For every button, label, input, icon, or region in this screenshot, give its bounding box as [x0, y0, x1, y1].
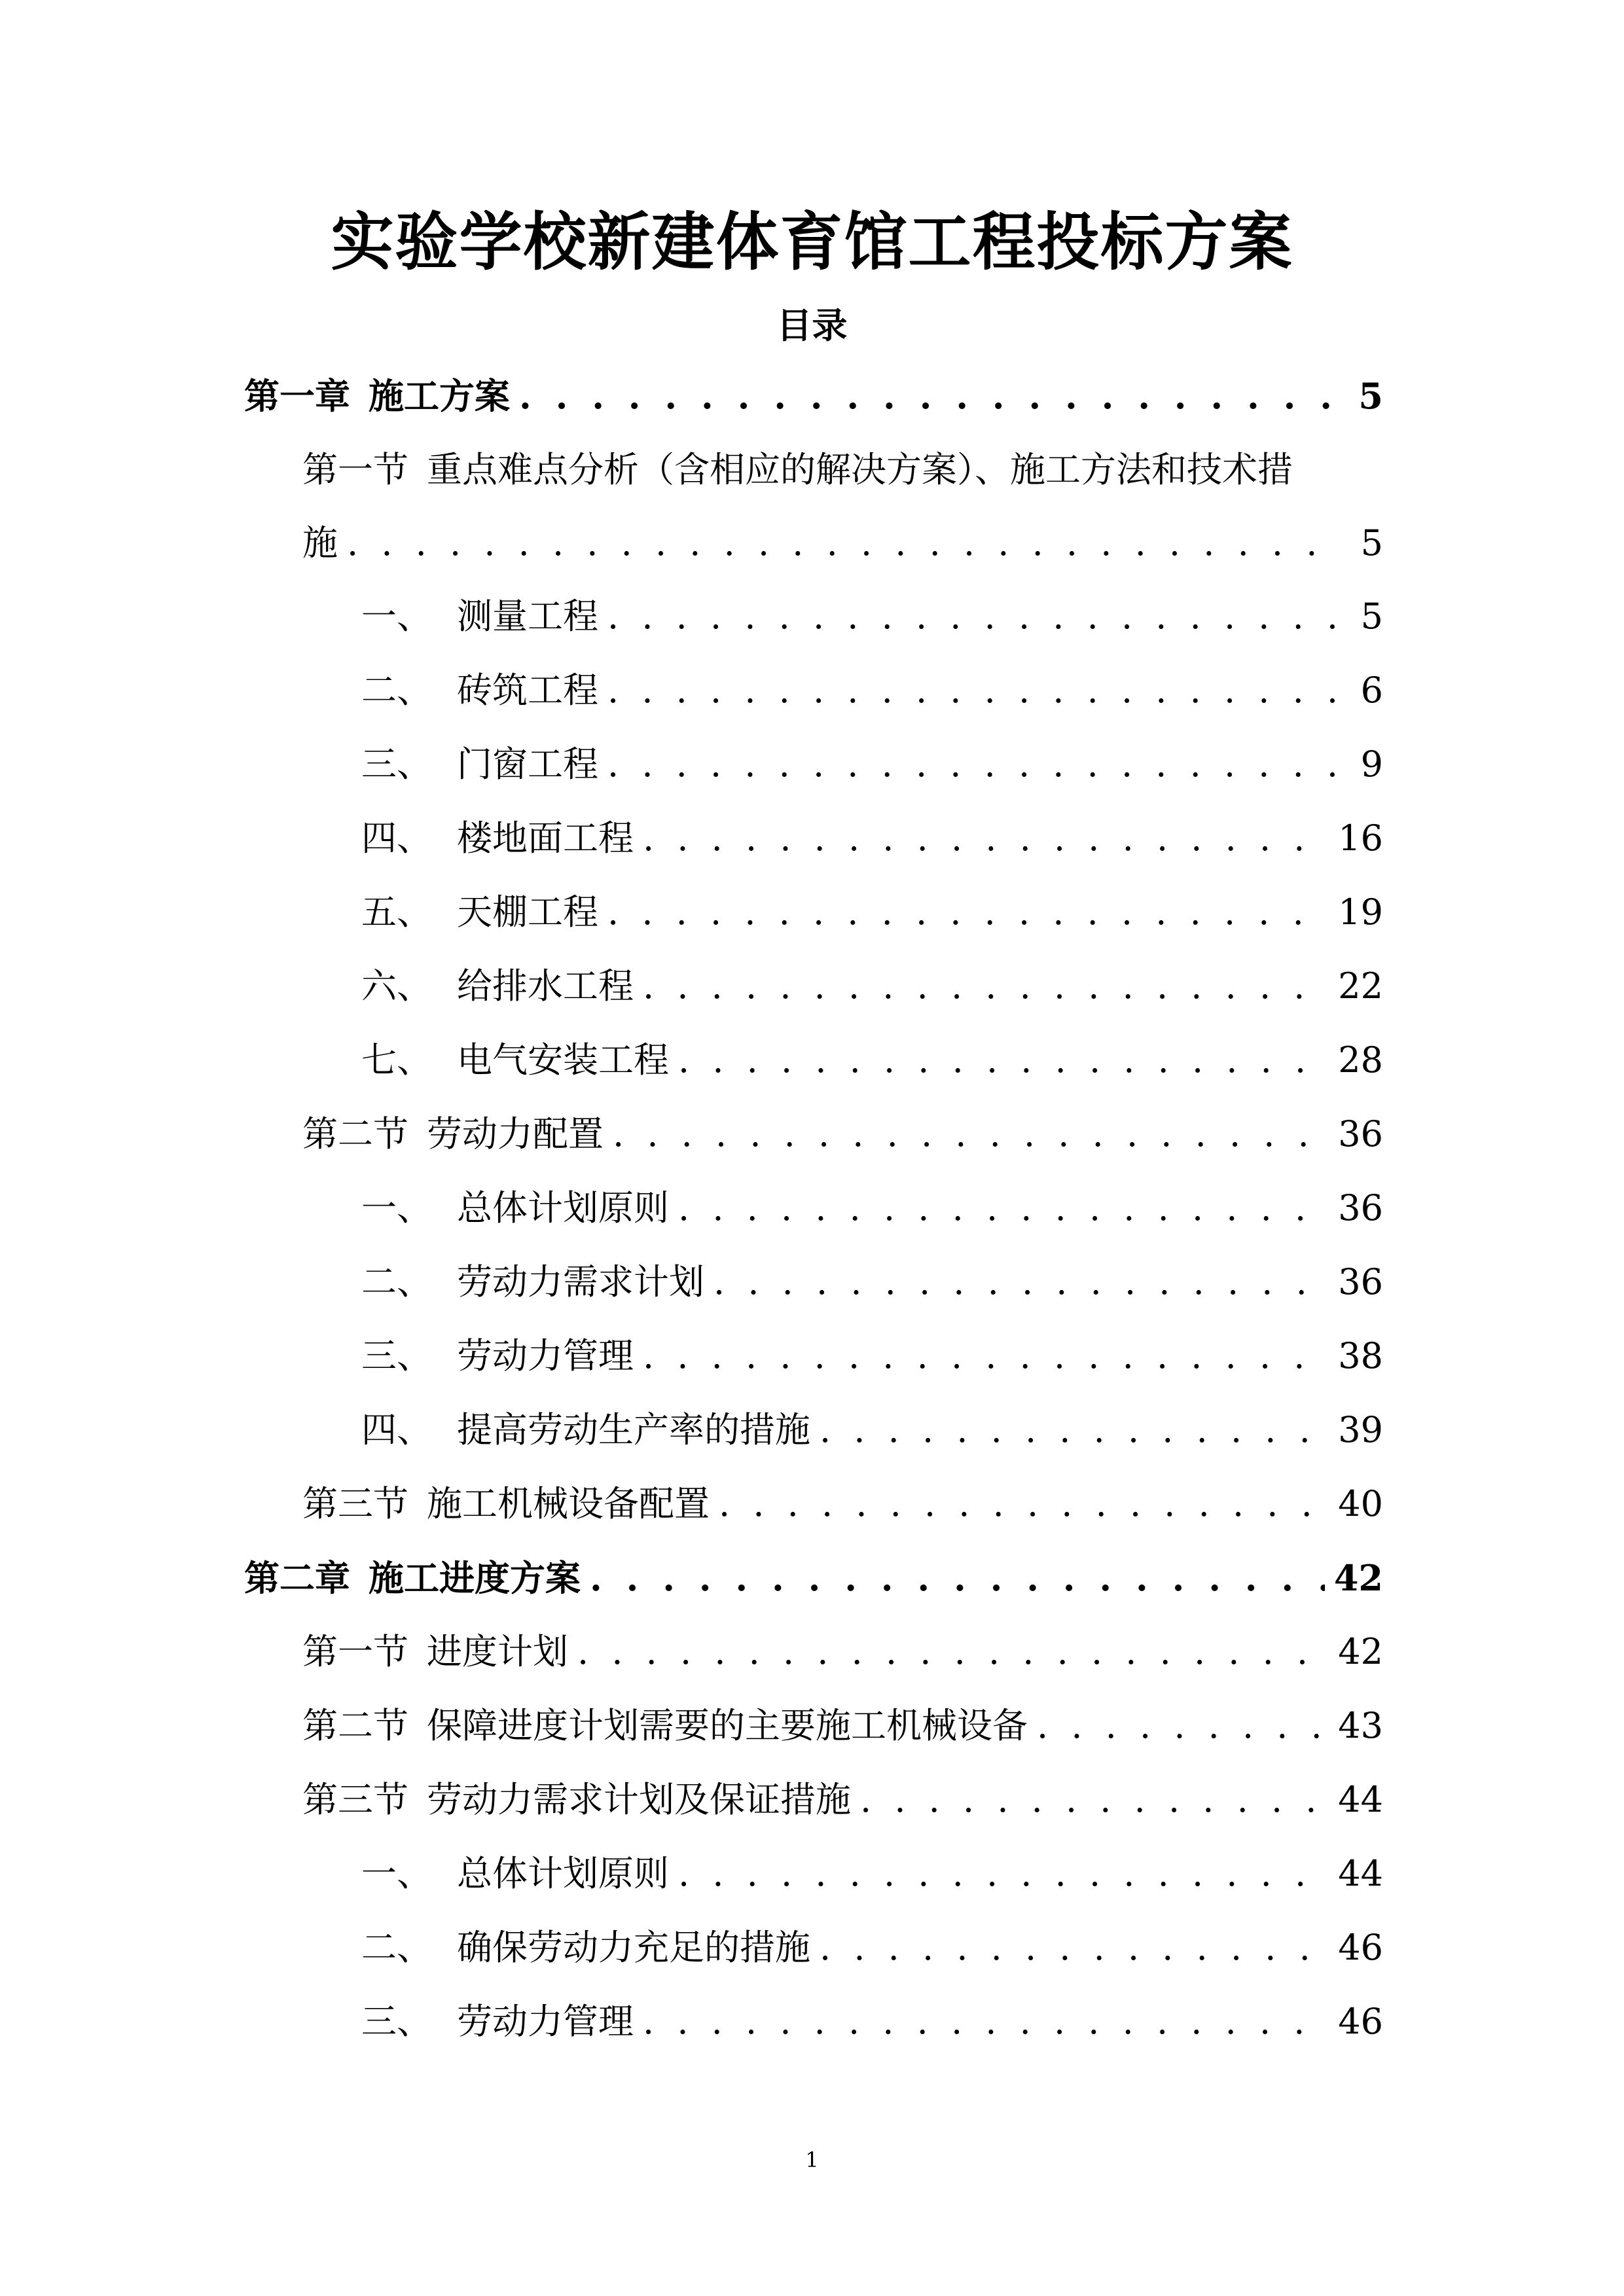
toc-number: 第二节	[302, 1705, 408, 1746]
toc-section-1-1[interactable]	[302, 511, 1383, 576]
toc-page: 38	[1338, 1335, 1383, 1376]
toc-text: 电气安装工程	[457, 1039, 669, 1081]
document-title: 实验学校新建体育馆工程投标方案	[331, 205, 1293, 279]
toc-text-continued: 施	[302, 522, 338, 564]
toc-item-1-1-2[interactable]	[361, 658, 1383, 723]
toc-page: 36	[1338, 1261, 1383, 1302]
toc-number: 二、	[361, 1927, 432, 1968]
toc-leader	[577, 1619, 1329, 1685]
toc-page: 46	[1338, 2001, 1383, 2042]
toc-number: 第三节	[302, 1779, 408, 1820]
toc-text: 天棚工程	[457, 891, 598, 933]
toc-leader	[519, 363, 1335, 429]
toc-text: 总体计划原则	[457, 1853, 669, 1894]
toc-page: 19	[1338, 891, 1383, 933]
toc-number: 三、	[361, 744, 432, 785]
toc-section-2-2[interactable]	[302, 1693, 1383, 1759]
toc-section-1-1-line1[interactable]	[302, 437, 1383, 503]
toc-leader	[347, 511, 1335, 576]
toc-number: 第二节	[302, 1113, 408, 1155]
toc-page: 9	[1360, 744, 1383, 785]
toc-page: 5	[1360, 522, 1383, 564]
toc-chapter-2[interactable]	[244, 1545, 1383, 1611]
toc-item-2-3-1[interactable]	[361, 1841, 1383, 1907]
toc-page: 44	[1338, 1779, 1383, 1820]
toc-number: 第三节	[302, 1483, 408, 1524]
toc-leader	[1037, 1693, 1329, 1759]
toc-text: 劳动力管理	[457, 2001, 634, 2042]
toc-page: 42	[1338, 1631, 1383, 1672]
toc-number: 七、	[361, 1039, 432, 1081]
toc-text: 砖筑工程	[457, 670, 598, 711]
toc-number: 第一章	[244, 375, 350, 417]
toc-leader	[643, 1989, 1329, 2054]
toc-leader	[713, 1249, 1329, 1315]
toc-item-2-3-3[interactable]	[361, 1989, 1383, 2054]
toc-text: 劳动力需求计划	[457, 1261, 704, 1302]
toc-text: 劳动力需求计划及保证措施	[427, 1779, 851, 1820]
toc-item-2-3-2[interactable]	[361, 1915, 1383, 1981]
toc-text: 总体计划原则	[457, 1187, 669, 1229]
toc-leader	[590, 1545, 1325, 1611]
toc-page: 46	[1338, 1927, 1383, 1968]
toc-item-1-1-4[interactable]	[361, 806, 1383, 871]
toc-section-2-3[interactable]	[302, 1767, 1383, 1833]
toc-page: 5	[1360, 596, 1383, 637]
toc-number: 一、	[361, 1187, 432, 1229]
toc-page: 40	[1338, 1483, 1383, 1524]
toc-text: 测量工程	[457, 596, 598, 637]
toc-number: 三、	[361, 2001, 432, 2042]
toc-leader	[678, 1175, 1329, 1241]
toc-section-1-2[interactable]	[302, 1102, 1383, 1167]
toc-item-1-2-2[interactable]	[361, 1249, 1383, 1315]
toc-leader	[678, 1028, 1329, 1093]
toc-page: 43	[1338, 1705, 1383, 1746]
toc-leader	[678, 1841, 1329, 1907]
toc-page: 42	[1333, 1557, 1383, 1599]
toc-leader	[607, 732, 1335, 797]
toc-page: 5	[1358, 375, 1383, 417]
toc-number: 一、	[361, 1853, 432, 1894]
toc-number: 五、	[361, 891, 432, 933]
toc-number: 二、	[361, 670, 432, 711]
toc-number: 三、	[361, 1335, 432, 1376]
toc-item-1-2-3[interactable]	[361, 1323, 1383, 1389]
toc-item-1-2-4[interactable]	[361, 1397, 1383, 1463]
toc-leader	[643, 806, 1329, 871]
toc-text: 施工进度方案	[369, 1557, 581, 1599]
toc-item-1-1-3[interactable]	[361, 732, 1383, 797]
toc-leader	[719, 1471, 1329, 1537]
toc-item-1-1-1[interactable]	[361, 584, 1383, 649]
toc-page: 16	[1338, 817, 1383, 859]
toc-leader	[860, 1767, 1329, 1833]
toc-leader	[613, 1102, 1329, 1167]
toc-page: 39	[1338, 1409, 1383, 1450]
toc-text: 进度计划	[427, 1631, 568, 1672]
toc-item-1-1-7[interactable]	[361, 1028, 1383, 1093]
toc-page: 28	[1338, 1039, 1383, 1081]
page-number: 1	[805, 2147, 819, 2172]
toc-number: 四、	[361, 1409, 432, 1450]
toc-leader	[820, 1915, 1329, 1981]
toc-leader	[607, 658, 1335, 723]
toc-leader	[820, 1397, 1329, 1463]
toc-chapter-1[interactable]	[244, 363, 1383, 429]
toc-text: 门窗工程	[457, 744, 598, 785]
toc-page: 6	[1360, 670, 1383, 711]
toc-item-1-1-6[interactable]	[361, 954, 1383, 1019]
toc-item-1-2-1[interactable]	[361, 1175, 1383, 1241]
toc-text: 施工机械设备配置	[427, 1483, 710, 1524]
toc-item-1-1-5[interactable]	[361, 880, 1383, 945]
toc-page: 36	[1338, 1113, 1383, 1155]
toc-text: 劳动力管理	[457, 1335, 634, 1376]
toc-number: 二、	[361, 1261, 432, 1302]
toc-text: 保障进度计划需要的主要施工机械设备	[427, 1705, 1028, 1746]
toc-section-2-1[interactable]	[302, 1619, 1383, 1685]
toc-heading: 目录	[776, 304, 848, 346]
toc-leader	[643, 1323, 1329, 1389]
toc-page: 36	[1338, 1187, 1383, 1229]
toc-leader	[607, 584, 1335, 649]
toc-leader	[607, 880, 1329, 945]
toc-text: 劳动力配置	[427, 1113, 604, 1155]
toc-text: 重点难点分析（含相应的解决方案）、施工方法和技术措	[427, 449, 1293, 490]
toc-number: 四、	[361, 817, 432, 859]
toc-text: 施工方案	[369, 375, 510, 417]
toc-page: 44	[1338, 1853, 1383, 1894]
toc-number: 第一节	[302, 1631, 408, 1672]
toc-section-1-3[interactable]	[302, 1471, 1383, 1537]
toc-number: 六、	[361, 965, 432, 1007]
toc-text: 提高劳动生产率的措施	[457, 1409, 810, 1450]
toc-number: 第二章	[244, 1557, 350, 1599]
toc-number: 第一节	[302, 449, 408, 490]
toc-text: 确保劳动力充足的措施	[457, 1927, 810, 1968]
toc-leader	[643, 954, 1329, 1019]
toc-page: 22	[1338, 965, 1383, 1007]
toc-text: 给排水工程	[457, 965, 634, 1007]
toc-text: 楼地面工程	[457, 817, 634, 859]
toc-number: 一、	[361, 596, 432, 637]
